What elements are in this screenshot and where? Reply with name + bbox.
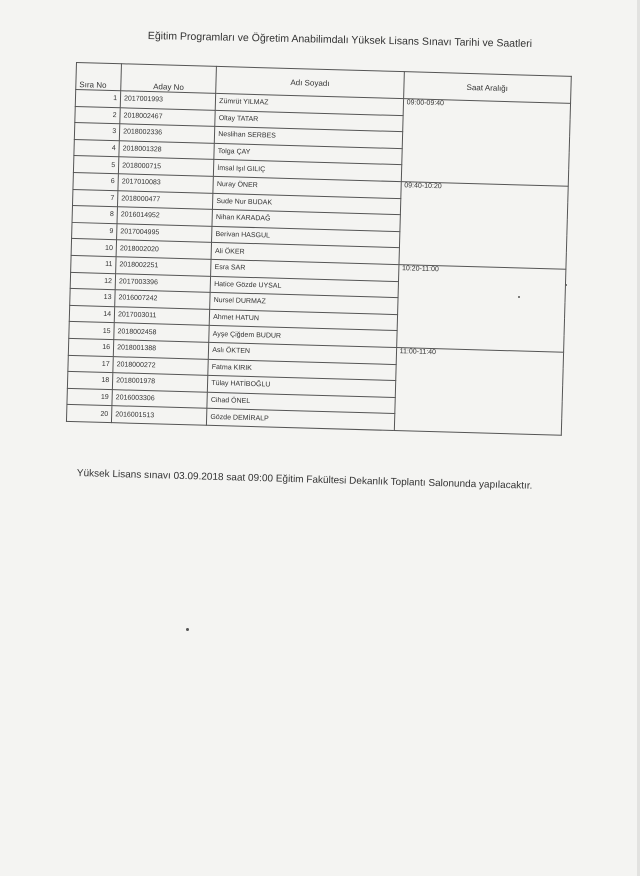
- cell-adi-soyadi: Zümrüt YILMAZ: [215, 93, 403, 115]
- cell-adi-soyadi: Aslı ÖKTEN: [209, 342, 397, 364]
- cell-aday-no: 2018002458: [114, 323, 210, 342]
- cell-sira-no: 2: [75, 106, 121, 124]
- scan-speck: [565, 284, 567, 286]
- header-aday-no: Aday No: [121, 64, 217, 94]
- cell-sira-no: 13: [70, 289, 116, 307]
- cell-aday-no: 2016003306: [112, 389, 208, 408]
- cell-aday-no: 2018002467: [120, 107, 216, 126]
- cell-adi-soyadi: Gözde DEMİRALP: [207, 409, 395, 431]
- cell-sira-no: 12: [70, 272, 116, 290]
- header-adi-soyadi: Adı Soyadı: [216, 66, 404, 98]
- cell-sira-no: 14: [69, 305, 115, 323]
- document-title: Eğitim Programları ve Öğretim Anabilimdalı Yüksek Lisans Sınavı Tarihi ve Saatleri: [147, 30, 533, 51]
- cell-saat-araligi: 10:20-11:00: [396, 265, 566, 353]
- cell-sira-no: 6: [73, 172, 119, 190]
- cell-aday-no: 2017003011: [114, 306, 210, 325]
- cell-aday-no: 2017003396: [115, 273, 211, 292]
- cell-aday-no: 2018002251: [116, 257, 212, 276]
- cell-sira-no: 1: [75, 90, 121, 108]
- cell-sira-no: 5: [73, 156, 119, 174]
- table-body: [66, 90, 570, 436]
- cell-sira-no: 9: [72, 222, 118, 240]
- cell-adi-soyadi: Sude Nur BUDAK: [213, 193, 401, 215]
- cell-sira-no: 16: [68, 338, 114, 356]
- cell-adi-soyadi: Hatice Gözde UYSAL: [210, 276, 398, 298]
- cell-aday-no: 2017004995: [117, 223, 213, 242]
- cell-adi-soyadi: Berivan HASGUL: [212, 226, 400, 248]
- cell-aday-no: 2016014952: [117, 207, 213, 226]
- cell-adi-soyadi: Ahmet HATUN: [209, 309, 397, 331]
- cell-aday-no: 2018001978: [112, 373, 208, 392]
- cell-adi-soyadi: Oltay TATAR: [215, 110, 403, 132]
- cell-aday-no: 2018002020: [116, 240, 212, 259]
- cell-aday-no: 2016007242: [115, 290, 211, 309]
- cell-adi-soyadi: İmsal Işıl GILIÇ: [214, 160, 402, 182]
- cell-aday-no: 2018000272: [113, 356, 209, 375]
- cell-aday-no: 2017001993: [120, 91, 216, 110]
- cell-aday-no: 2018001328: [119, 141, 215, 160]
- cell-aday-no: 2018002336: [119, 124, 215, 143]
- cell-adi-soyadi: Nuray ÖNER: [213, 176, 401, 198]
- cell-adi-soyadi: Cihad ÖNEL: [207, 392, 395, 414]
- cell-sira-no: 15: [69, 322, 115, 340]
- cell-sira-no: 19: [67, 388, 113, 406]
- header-saat-araligi: Saat Aralığı: [403, 72, 571, 104]
- cell-aday-no: 2017010083: [118, 174, 214, 193]
- cell-adi-soyadi: Nursel DURMAZ: [210, 292, 398, 314]
- cell-adi-soyadi: Tolga ÇAY: [214, 143, 402, 165]
- cell-adi-soyadi: Nihan KARADAĞ: [212, 210, 400, 232]
- cell-saat-araligi: 09:40-10:20: [399, 182, 569, 270]
- cell-aday-no: 2016001513: [112, 406, 208, 425]
- cell-aday-no: 2018000715: [118, 157, 214, 176]
- scan-speck: [518, 296, 520, 298]
- cell-adi-soyadi: Esra SAR: [211, 259, 399, 281]
- cell-sira-no: 10: [71, 239, 117, 257]
- cell-sira-no: 20: [66, 405, 112, 423]
- exam-schedule-table: [66, 62, 572, 436]
- cell-sira-no: 7: [72, 189, 118, 207]
- cell-aday-no: 2018000477: [118, 190, 214, 209]
- cell-sira-no: 8: [72, 206, 118, 224]
- cell-sira-no: 11: [71, 255, 117, 273]
- footer-note: Yüksek Lisans sınavı 03.09.2018 saat 09:00 Eğitim Fakültesi Dekanlık Toplantı Salonunda yapılacaktır.: [76, 468, 533, 492]
- header-sira-no: Sıra No: [76, 63, 122, 91]
- cell-sira-no: 4: [74, 139, 120, 157]
- scan-speck: [186, 628, 189, 631]
- cell-sira-no: 18: [67, 371, 113, 389]
- cell-saat-araligi: 11:00-11:40: [394, 347, 564, 435]
- cell-sira-no: 17: [68, 355, 114, 373]
- cell-saat-araligi: 09:00-09:40: [401, 99, 571, 187]
- cell-adi-soyadi: Fatma KIRIK: [208, 359, 396, 381]
- cell-adi-soyadi: Neslihan SERBES: [215, 127, 403, 149]
- cell-adi-soyadi: Ayşe Çiğdem BUDUR: [209, 326, 397, 348]
- cell-adi-soyadi: Tülay HATİBOĞLU: [208, 375, 396, 397]
- cell-aday-no: 2018001388: [113, 340, 209, 359]
- cell-adi-soyadi: Ali ÖKER: [211, 243, 399, 265]
- cell-sira-no: 3: [74, 123, 120, 141]
